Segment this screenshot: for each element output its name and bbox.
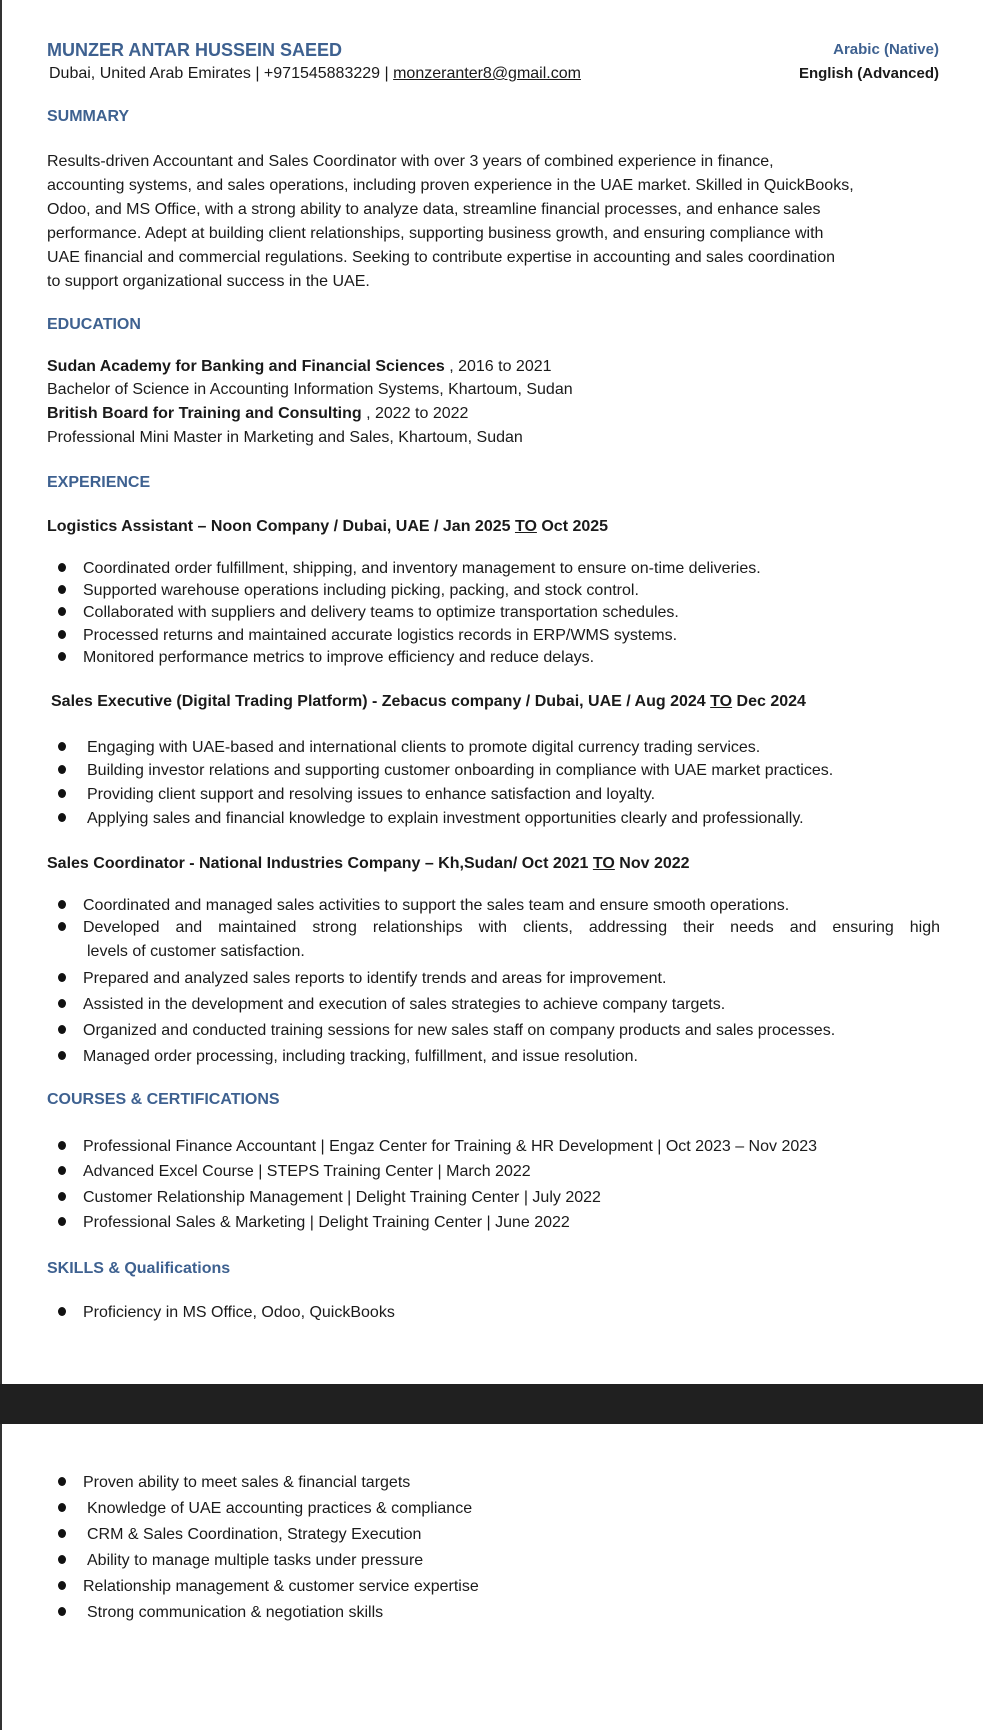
list-item [58, 1021, 835, 1041]
bullet-icon [58, 585, 66, 594]
job-end: Dec 2024 [732, 693, 806, 710]
list-item [58, 761, 833, 781]
list-item-text: Coordinated and managed sales activities to support the sales team and ensure smooth operations. [83, 897, 790, 914]
list-item-text: Coordinated order fulfillment, shipping, and inventory management to ensure on-time deliveries. [83, 560, 761, 577]
list-item [58, 648, 594, 668]
list-item [58, 785, 655, 805]
list-item-text: Advanced Excel Course | STEPS Training Center | March 2022 [83, 1163, 531, 1180]
list-item-text: Organized and conducted training sessions for new sales staff on company products and sales processes. [83, 1022, 836, 1039]
list-item [58, 1473, 410, 1493]
list-item [58, 995, 725, 1015]
list-item [58, 1188, 601, 1208]
education-dates: , 2016 to 2021 [444, 358, 552, 375]
bullet-icon [58, 1581, 66, 1590]
school-name: Sudan Academy for Banking and Financial Sciences [47, 358, 445, 375]
bullet-icon [58, 1307, 66, 1316]
list-item-text: Developed and maintained strong relationships with clients, addressing their needs and ensuring high [83, 919, 940, 936]
summary-line: Odoo, and MS Office, with a strong ability to analyze data, streamline financial processes, and enhance sales [47, 201, 821, 218]
list-item-text: Proven ability to meet sales & financial targets [83, 1474, 411, 1491]
list-item-continuation: levels of customer satisfaction. [87, 943, 305, 960]
bullet-icon [58, 1141, 66, 1150]
bullet-icon [58, 742, 66, 751]
list-item-text: Managed order processing, including tracking, fulfillment, and issue resolution. [83, 1048, 638, 1065]
list-item [58, 918, 940, 938]
bullet-icon [58, 652, 66, 661]
page-left-edge [0, 0, 2, 1730]
list-item [58, 809, 804, 829]
bullet-icon [58, 999, 66, 1008]
bullet-icon [58, 1192, 66, 1201]
bullet-icon [58, 789, 66, 798]
job-to: TO [592, 855, 615, 872]
summary-heading: SUMMARY [47, 108, 130, 125]
list-item [58, 581, 639, 601]
bullet-icon [58, 630, 66, 639]
bullet-icon [58, 765, 66, 774]
list-item-text: Assisted in the development and execution of sales strategies to achieve company targets. [83, 996, 726, 1013]
bullet-icon [58, 973, 66, 982]
summary-line: to support organizational success in the UAE. [47, 273, 370, 290]
summary-line: UAE financial and commercial regulations. Seeking to contribute expertise in accounting and sales coordination [47, 249, 836, 266]
job-title-text: Sales Coordinator - National Industries Company – Kh,Sudan/ Oct 2021 [47, 855, 593, 872]
language-arabic: Arabic (Native) [833, 41, 939, 58]
list-item [58, 1303, 395, 1323]
list-item-text: CRM & Sales Coordination, Strategy Execution [87, 1526, 422, 1543]
job-to: TO [710, 693, 733, 710]
list-item [58, 626, 677, 646]
list-item-text: Relationship management & customer service expertise [83, 1578, 479, 1595]
bullet-icon [58, 900, 66, 909]
list-item-text: Proficiency in MS Office, Odoo, QuickBooks [83, 1304, 395, 1321]
list-item [58, 1577, 479, 1597]
education-degree: Bachelor of Science in Accounting Information Systems, Khartoum, Sudan [47, 381, 573, 398]
summary-line: accounting systems, and sales operations, including proven experience in the UAE market. Skilled in QuickBooks, [47, 177, 854, 194]
experience-heading: EXPERIENCE [47, 474, 151, 491]
bullet-icon [58, 563, 66, 572]
job-title [51, 692, 806, 712]
school-name: British Board for Training and Consulting [47, 405, 362, 422]
bullet-icon [58, 607, 66, 616]
list-item [58, 1603, 383, 1623]
list-item [58, 1213, 570, 1233]
job-end: Nov 2022 [614, 855, 690, 872]
education-heading: EDUCATION [47, 316, 141, 333]
list-item-text: Professional Finance Accountant | Engaz Center for Training & HR Development | Oct 2023 – Nov 2023 [83, 1138, 818, 1155]
candidate-name: MUNZER ANTAR HUSSEIN SAEED [47, 40, 343, 60]
list-item [58, 1137, 817, 1157]
list-item [58, 603, 679, 623]
skills-heading: SKILLS & Qualifications [47, 1260, 231, 1277]
list-item [58, 896, 789, 916]
bullet-icon [58, 813, 66, 822]
bullet-icon [58, 1051, 66, 1060]
bullet-icon [58, 1607, 66, 1616]
education-school [47, 357, 552, 377]
bullet-icon [58, 1025, 66, 1034]
list-item-text: Monitored performance metrics to improve efficiency and reduce delays. [83, 649, 595, 666]
list-item-text: Collaborated with suppliers and delivery teams to optimize transportation schedules. [83, 604, 679, 621]
education-degree: Professional Mini Master in Marketing and Sales, Khartoum, Sudan [47, 429, 523, 446]
list-item-text: Supported warehouse operations including picking, packing, and stock control. [83, 582, 639, 599]
summary-line: Results-driven Accountant and Sales Coordinator with over 3 years of combined experience in finance, [47, 153, 774, 170]
bullet-icon [58, 1477, 66, 1486]
contact-line [49, 64, 581, 84]
list-item-text: Knowledge of UAE accounting practices & compliance [87, 1500, 473, 1517]
courses-heading: COURSES & CERTIFICATIONS [47, 1091, 280, 1108]
list-item-text: Customer Relationship Management | Delight Training Center | July 2022 [83, 1189, 601, 1206]
list-item [58, 1047, 638, 1067]
list-item-text: Strong communication & negotiation skills [87, 1604, 384, 1621]
job-title [47, 517, 608, 537]
list-item-text: Building investor relations and supporting customer onboarding in compliance with UAE market practices. [87, 762, 834, 779]
job-title-text: Logistics Assistant – Noon Company / Dubai, UAE / Jan 2025 [47, 518, 515, 535]
list-item-text: Prepared and analyzed sales reports to identify trends and areas for improvement. [83, 970, 667, 987]
job-end: Oct 2025 [536, 518, 609, 535]
list-item [58, 1551, 423, 1571]
list-item [58, 1162, 531, 1182]
summary-line: performance. Adept at building client relationships, supporting business growth, and ensuring compliance with [47, 225, 824, 242]
list-item-text: Processed returns and maintained accurate logistics records in ERP/WMS systems. [83, 627, 678, 644]
list-item [58, 559, 761, 579]
bullet-icon [58, 1529, 66, 1538]
bullet-icon [58, 1166, 66, 1175]
bullet-icon [58, 1217, 66, 1226]
bullet-icon [58, 1555, 66, 1564]
list-item-text: Engaging with UAE-based and international clients to promote digital currency trading services. [87, 739, 761, 756]
list-item-text: Applying sales and financial knowledge to explain investment opportunities clearly and professionally. [87, 810, 804, 827]
page-break-band [0, 1384, 983, 1424]
bullet-icon [58, 922, 66, 931]
list-item-text: Providing client support and resolving issues to enhance satisfaction and loyalty. [87, 786, 656, 803]
job-title-text: Sales Executive (Digital Trading Platform) - Zebacus company / Dubai, UAE / Aug 2024 [51, 693, 711, 710]
email-link[interactable]: monzeranter8@gmail.com [393, 65, 581, 82]
bullet-icon [58, 1503, 66, 1512]
job-to: TO [514, 518, 537, 535]
list-item [58, 1499, 472, 1519]
education-dates: , 2022 to 2022 [361, 405, 469, 422]
list-item-text: Ability to manage multiple tasks under pressure [87, 1552, 424, 1569]
list-item-text: Professional Sales & Marketing | Delight Training Center | June 2022 [83, 1214, 570, 1231]
list-item [58, 738, 760, 758]
education-school [47, 404, 468, 424]
location-phone: Dubai, United Arab Emirates | +971545883229 | [49, 65, 394, 82]
list-item [58, 1525, 421, 1545]
language-english: English (Advanced) [798, 65, 939, 82]
list-item [58, 969, 666, 989]
job-title [47, 854, 690, 874]
